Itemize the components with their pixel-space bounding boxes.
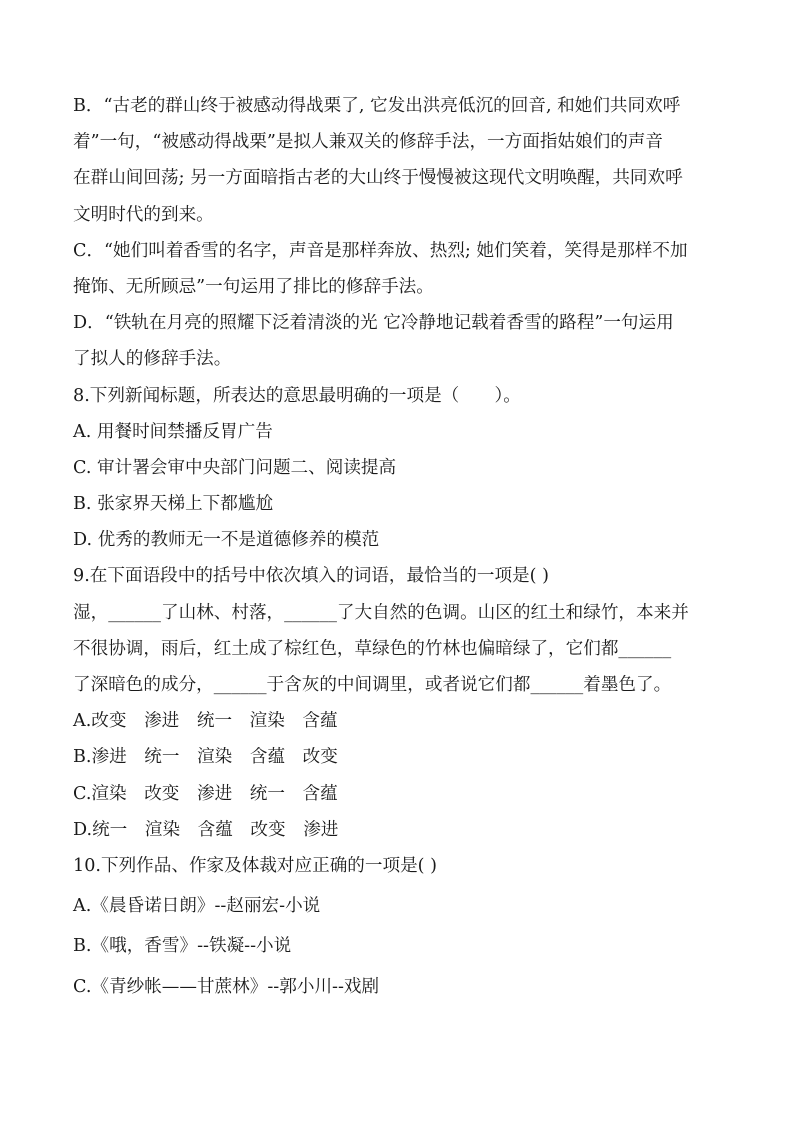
question-8-option-d: D. 优秀的教师无一不是道德修养的模范 xyxy=(73,530,380,551)
option-b-line-4: 文明时代的到来。 xyxy=(73,204,214,225)
question-9-passage-line-3: 了深暗色的成分，______于含灰的中间调里，或者说它们都______着墨色了。 xyxy=(73,675,672,695)
question-8-option-b: B. 张家界天梯上下都尴尬 xyxy=(73,494,274,515)
question-10-stem: 10.下列作品、作家及体裁对应正确的一项是( ) xyxy=(73,855,437,876)
question-8-option-a: A. 用餐时间禁播反胃广告 xyxy=(73,421,273,442)
document-body xyxy=(73,88,725,1005)
option-d-line-1: D．“铁轨在月亮的照耀下泛着清淡的光 它冷静地记载着香雪的路程”一句运用 xyxy=(73,313,674,334)
question-8-stem: 8.下列新闻标题，所表达的意思最明确的一项是（ ）。 xyxy=(73,385,521,406)
question-9-passage-line-1: 湿，______了山林、村落，______了大自然的色调。山区的红土和绿竹，本来并 xyxy=(73,602,689,623)
question-8-option-c: C. 审计署会审中央部门问题二、阅读提高 xyxy=(73,457,397,478)
question-9-option-b: B.渗进 统一 渲染 含蕴 改变 xyxy=(73,747,338,768)
question-9-option-d: D.统一 渲染 含蕴 改变 渗进 xyxy=(73,819,339,840)
option-d-line-2: 了拟人的修辞手法。 xyxy=(73,349,232,370)
question-9-passage-line-2: 不很协调，雨后，红土成了棕红色，草绿色的竹林也偏暗绿了，它们都______ xyxy=(73,638,672,659)
option-b-line-1: B．“古老的群山终于被感动得战栗了, 它发出洪亮低沉的回音, 和她们共同欢呼 xyxy=(73,96,681,116)
question-10-option-a: A.《晨昏诺日朗》--赵丽宏-小说 xyxy=(73,896,321,917)
question-9-stem: 9.在下面语段中的括号中依次填入的词语，最恰当的一项是( ) xyxy=(73,566,549,587)
question-10-option-b: B.《哦，香雪》--铁凝--小说 xyxy=(73,936,292,957)
option-c-line-1: C．“她们叫着香雪的名字，声音是那样奔放、热烈; 她们笑着，笑得是那样不加 xyxy=(73,240,688,261)
option-b-line-2: 着”一句，“被感动得战栗”是拟人兼双关的修辞手法，一方面指姑娘们的声音 xyxy=(73,132,663,153)
question-9-option-c: C.渲染 改变 渗进 统一 含蕴 xyxy=(73,783,338,804)
option-b-line-3: 在群山间回荡; 另一方面暗指古老的大山终于慢慢被这现代文明唤醒，共同欢呼 xyxy=(73,168,683,189)
option-c-line-2: 掩饰、无所顾忌”一句运用了排比的修辞手法。 xyxy=(73,276,434,297)
question-10-option-c: C.《青纱帐——甘蔗林》--郭小川--戏剧 xyxy=(73,976,380,997)
question-9-option-a: A.改变 渗进 统一 渲染 含蕴 xyxy=(73,711,338,732)
